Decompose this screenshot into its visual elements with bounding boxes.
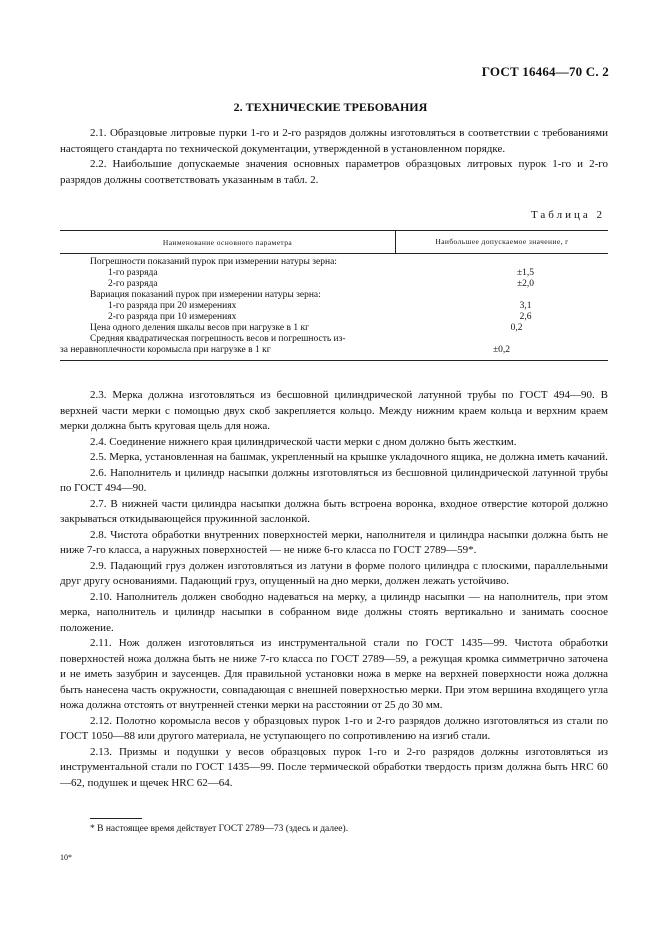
table-body — [60, 254, 608, 360]
table-row — [60, 312, 608, 323]
table-cell-value: 2,6 — [519, 312, 532, 322]
table-cell-value — [425, 257, 608, 268]
table-row — [60, 345, 608, 356]
table-row — [60, 290, 608, 301]
page-id: 10* — [60, 853, 72, 862]
table-cell-value: 0,2 — [510, 323, 523, 333]
footnote: * В настоящее время действует ГОСТ 2789—73 (здесь и далее). — [90, 824, 349, 834]
clauses-section — [60, 388, 608, 791]
clause-paragraph: 2.9. Падающий груз должен изготовляться из латуни в форме полого цилиндра с плоскими, параллельными друг другу основаниями. Падающий груз, опущенный на дно мерки, должен лежать устойчиво. — [60, 559, 608, 587]
table-cell-param: Цена одного деления шкалы весов при нагрузке в 1 кг — [90, 323, 309, 333]
table-cell-value: ±0,2 — [492, 345, 511, 355]
table-row — [60, 279, 608, 290]
clause-paragraph: 2.12. Полотно коромысла весов у образцовых пурок 1-го и 2-го разрядов должно изготовляться из стали по ГОСТ 1050—88 или другого материала, не уступающего по сопротивлению на изгиб стали. — [60, 714, 608, 742]
table-cell-param: Средняя квадратическая погрешность весов и погрешность из- — [90, 334, 346, 344]
clause-paragraph: 2.8. Чистота обработки внутренних поверхностей мерки, наполнителя и цилиндра насыпки должна быть не ниже 7-го класса, а наружных поверхностей — не ниже 6-го класса по ГОСТ 2789—59*. — [60, 528, 608, 556]
table-header-value: Наибольшее допускаемое значение, г — [395, 231, 608, 253]
table-header — [60, 231, 608, 254]
clause-paragraph: 2.4. Соединение нижнего края цилиндрической части мерки с дном должно быть жестким. — [90, 435, 517, 448]
clause-paragraph: 2.5. Мерка, установленная на башмак, укрепленный на крышке укладочного ящика, не должна иметь качаний. — [90, 451, 608, 463]
section-title: 2. ТЕХНИЧЕСКИЕ ТРЕБОВАНИЯ — [233, 100, 428, 114]
table-cell-value — [425, 334, 608, 345]
parameters-table — [60, 230, 608, 361]
table-cell-param: 2-го разряда — [108, 279, 158, 289]
clause-2-2: 2.2. Наибольшие допускаемые значения основных параметров образцовых литровых пурок 1-го и 2-го разрядов должны соответствовать указанным в табл. 2. — [60, 158, 608, 186]
table-cell-value: ±2,0 — [516, 279, 535, 289]
clause-paragraph: 2.7. В нижней части цилиндра насыпки должна быть встроена воронка, входное отверстие которой должно закрываться откидывающейся пружинной заслонкой. — [60, 497, 608, 525]
table-cell-param: 1-го разряда при 20 измерениях — [108, 301, 237, 311]
clause-paragraph: 2.13. Призмы и подушки у весов образцовых пурок 1-го и 2-го разрядов должны изготовляться из инструментальной стали по ГОСТ 1435—99. После термической обработки твердость призм должна быть HRC 60—62, подушек и щечек HRC 62—64. — [60, 745, 608, 789]
table-row — [60, 257, 608, 268]
table-row — [60, 323, 608, 334]
table-cell-value: 3,1 — [519, 301, 532, 311]
page-header: ГОСТ 16464—70 С. 2 — [481, 64, 609, 79]
table-cell-param: 2-го разряда при 10 измерениях — [108, 312, 237, 322]
intro-paragraphs — [60, 126, 608, 188]
clause-paragraph: 2.3. Мерка должна изготовляться из бесшовной цилиндрической латунной трубы по ГОСТ 494—90. В верхней части мерки с помощью двух скоб закрепляется кольцо. Между нижним краем кольца и верхним краем мерки должна быть круговая щель для ножа. — [60, 389, 608, 432]
table-row — [60, 268, 608, 279]
table-cell-param: Погрешности показаний пурок при измерении натуры зерна: — [90, 257, 337, 267]
table-label: Таблица 2 — [530, 209, 605, 221]
table-cell-value: ±1,5 — [516, 268, 535, 278]
table-cell-param: Вариация показаний пурок при измерении натуры зерна: — [90, 290, 321, 300]
clause-paragraph: 2.11. Нож должен изготовляться из инструментальной стали по ГОСТ 1435—99. Чистота обработки поверхностей ножа должна быть не ниже 7-го класса по ГОСТ 2789—59, а режущая кромка симметрично заточена и не иметь зазубрин и заусенцев. Для правильной установки ножа в мерке на верхней поверхности ножа должна быть нанесена часть окружности, совпадающая с внешней поверхностью мерки. При этом вершина входящего угла ножа должна отстоять от внутренней стенки мерки на расстоянии от 25 до 30 мм. — [60, 637, 608, 711]
clause-2-1: 2.1. Образцовые литровые пурки 1-го и 2-го разрядов должны изготовляться в соответствии с требованиями настоящего стандарта по технической документации, утвержденной в установленном порядке. — [60, 127, 608, 155]
table-row — [60, 334, 608, 345]
table-header-param: Наименование основного параметра — [162, 237, 293, 247]
table-cell-param: 1-го разряда — [108, 268, 158, 278]
table-row — [60, 301, 608, 312]
footnote-divider — [90, 818, 142, 819]
clause-paragraph: 2.6. Наполнитель и цилиндр насыпки должны изготовляться из бесшовной цилиндрической латунной трубы по ГОСТ 494—90. — [60, 466, 608, 494]
clause-paragraph: 2.10. Наполнитель должен свободно надеваться на мерку, а цилиндр насыпки — на наполнитель, при этом мерка, наполнитель и цилиндр насыпки в собранном виде должны стоять вертикально и занимать соосное положение. — [60, 590, 608, 634]
table-cell-param: за неравноплечности коромысла при нагрузке в 1 кг — [60, 345, 271, 355]
table-cell-value — [425, 290, 608, 301]
